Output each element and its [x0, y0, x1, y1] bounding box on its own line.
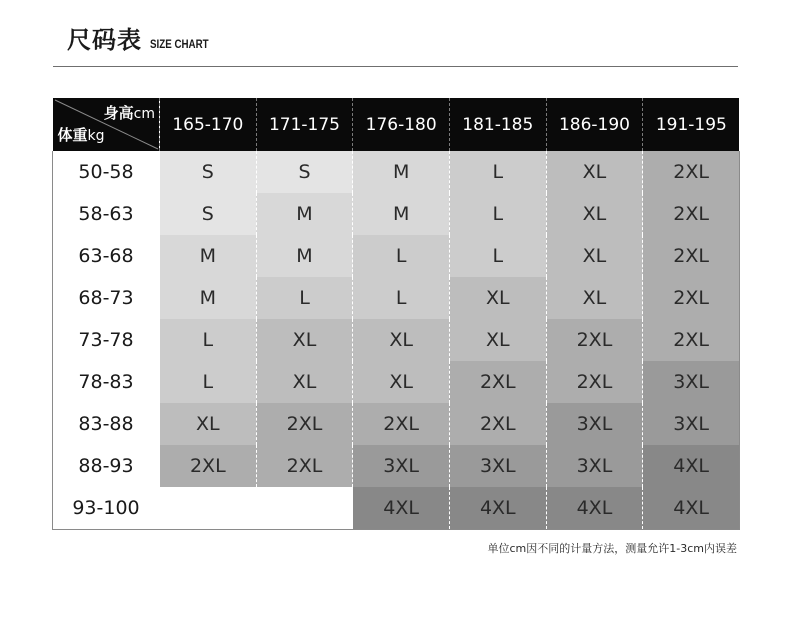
weight-cell: 83-88: [53, 403, 160, 445]
weight-axis-label: [58, 124, 105, 145]
size-cell: 2XL: [449, 361, 546, 403]
size-cell: 2XL: [256, 403, 353, 445]
size-cell: L: [160, 319, 257, 361]
table-row: [53, 235, 740, 277]
header-row: [53, 98, 740, 151]
size-cell: M: [353, 151, 450, 193]
height-label-text: 身高: [103, 104, 134, 122]
size-cell: 2XL: [449, 403, 546, 445]
measurement-note: 单位cm因不同的计量方法，测量允许1-3cm内误差: [487, 542, 737, 555]
height-axis-label: [104, 102, 155, 123]
weight-cell: 88-93: [53, 445, 160, 487]
size-cell: L: [449, 235, 546, 277]
size-cell: 3XL: [643, 403, 740, 445]
height-header-cell: 191-195: [643, 98, 740, 151]
weight-cell: 50-58: [53, 151, 160, 193]
size-cell: M: [256, 235, 353, 277]
weight-cell: 93-100: [53, 487, 160, 529]
size-cell: L: [449, 151, 546, 193]
weight-label-text: 体重: [57, 126, 88, 144]
empty-cell: [256, 487, 353, 529]
weight-unit: kg: [87, 128, 105, 144]
size-cell: 2XL: [643, 193, 740, 235]
size-cell: S: [160, 151, 257, 193]
size-cell: 2XL: [643, 235, 740, 277]
size-cell: XL: [256, 319, 353, 361]
table-row: [53, 403, 740, 445]
table-row: [53, 361, 740, 403]
height-header-cell: 176-180: [353, 98, 450, 151]
weight-cell: 68-73: [53, 277, 160, 319]
size-cell: M: [256, 193, 353, 235]
weight-cell: 58-63: [53, 193, 160, 235]
size-cell: XL: [353, 361, 450, 403]
weight-cell: 73-78: [53, 319, 160, 361]
height-unit: cm: [133, 106, 155, 122]
height-header-cell: 165-170: [160, 98, 257, 151]
chart-title: [67, 28, 219, 52]
size-cell: XL: [160, 403, 257, 445]
size-cell: 3XL: [643, 361, 740, 403]
size-cell: XL: [546, 277, 643, 319]
size-cell: XL: [546, 193, 643, 235]
size-cell: M: [160, 277, 257, 319]
size-cell: 3XL: [449, 445, 546, 487]
height-header-cell: 171-175: [256, 98, 353, 151]
size-cell: L: [353, 277, 450, 319]
size-cell: XL: [546, 151, 643, 193]
size-cell: L: [353, 235, 450, 277]
size-cell: 2XL: [353, 403, 450, 445]
size-cell: S: [256, 151, 353, 193]
size-cell: M: [160, 235, 257, 277]
size-cell: 4XL: [546, 487, 643, 529]
size-cell: 2XL: [256, 445, 353, 487]
table-row: [53, 445, 740, 487]
size-cell: 4XL: [643, 445, 740, 487]
table-row: [53, 277, 740, 319]
title-divider: [53, 66, 738, 67]
size-cell: 3XL: [546, 445, 643, 487]
title-chinese: 尺码表: [67, 26, 142, 54]
table-row: [53, 151, 740, 193]
size-cell: 4XL: [643, 487, 740, 529]
size-cell: L: [256, 277, 353, 319]
height-header-cell: 181-185: [449, 98, 546, 151]
size-cell: XL: [449, 277, 546, 319]
size-cell: XL: [353, 319, 450, 361]
size-cell: XL: [449, 319, 546, 361]
title-english: SIZE CHART: [150, 38, 209, 51]
size-cell: 2XL: [643, 319, 740, 361]
empty-cell: [160, 487, 257, 529]
size-cell: L: [449, 193, 546, 235]
size-chart-table: [52, 98, 740, 530]
table-row: [53, 193, 740, 235]
size-cell: 4XL: [449, 487, 546, 529]
size-cell: S: [160, 193, 257, 235]
size-cell: XL: [256, 361, 353, 403]
size-cell: 2XL: [160, 445, 257, 487]
size-cell: 3XL: [353, 445, 450, 487]
size-cell: 4XL: [353, 487, 450, 529]
size-cell: 2XL: [546, 361, 643, 403]
table-body: [53, 151, 740, 530]
size-cell: XL: [546, 235, 643, 277]
height-header-cell: 186-190: [546, 98, 643, 151]
size-cell: 3XL: [546, 403, 643, 445]
size-cell: L: [160, 361, 257, 403]
corner-header: [53, 98, 160, 151]
weight-cell: 78-83: [53, 361, 160, 403]
size-cell: 2XL: [643, 277, 740, 319]
size-cell: M: [353, 193, 450, 235]
size-cell: 2XL: [546, 319, 643, 361]
weight-cell: 63-68: [53, 235, 160, 277]
table-row: [53, 319, 740, 361]
size-cell: 2XL: [643, 151, 740, 193]
table-row: [53, 487, 740, 529]
